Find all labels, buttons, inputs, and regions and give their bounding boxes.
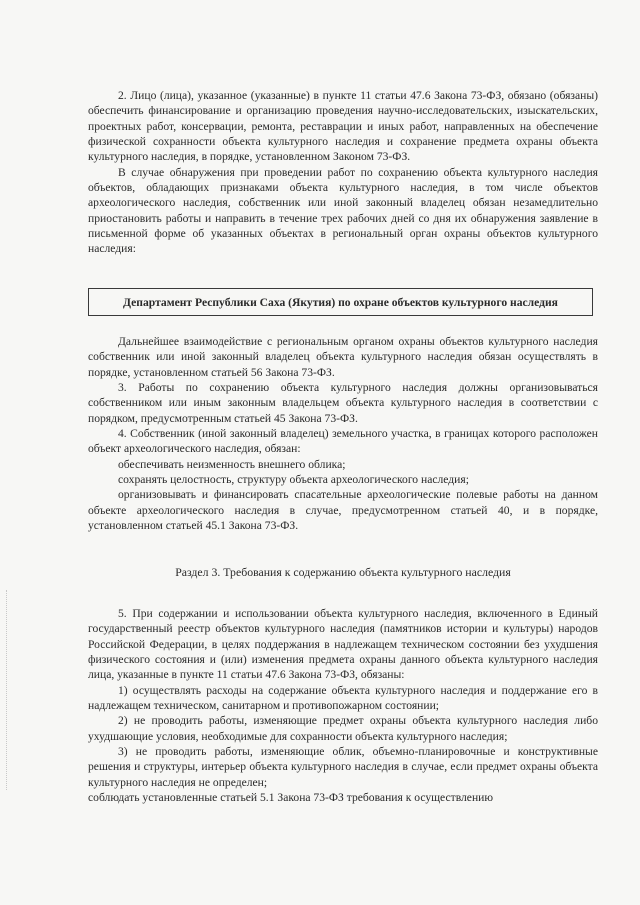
paragraph: 2. Лицо (лица), указанное (указанные) в пункте 11 статьи 47.6 Закона 73-ФЗ, обязано (обязаны) обеспечить финансирование и организацию проведения научно-исследовательских, изыскательских, проектных работ, консервации, ремонта, реставрации и иных работ, направленных на обеспечение физической сохранности объекта культурного наследия и сохранение предмета охраны объекта культурного наследия, в порядке, установленном Законом 73-ФЗ. bbox=[88, 89, 598, 164]
paragraph: Дальнейшее взаимодействие с региональным органом охраны объектов культурного наследия собственник или иной законный владелец объекта культурного наследия обязан осуществлять в порядке, установленном статьей 56 Закона 73-ФЗ. bbox=[88, 335, 598, 379]
list-item: сохранять целостность, структуру объекта археологического наследия; bbox=[118, 473, 469, 487]
paragraph-block-top bbox=[88, 88, 598, 257]
department-name-box bbox=[88, 288, 593, 316]
scan-margin-artifact bbox=[6, 590, 9, 790]
paragraph-block-bottom bbox=[88, 606, 598, 805]
list-item: 1) осуществлять расходы на содержание объекта культурного наследия и поддержание его в надлежащем техническом, санитарном и противопожарном состоянии; bbox=[88, 683, 598, 713]
paragraph: В случае обнаружения при проведении работ по сохранению объекта культурного наследия объектов, обладающих признаками объекта культурного наследия, в том числе объектов археологического наследия, собственник или иной законный владелец обязан незамедлительно приостановить работы и направить в течение трех рабочих дней со дня их обнаружения заявление в письменной форме об указанных объектах в региональный орган охраны объектов культурного наследия: bbox=[88, 165, 598, 256]
paragraph-block-middle bbox=[88, 334, 598, 533]
list-item: организовывать и финансировать спасательные археологические полевые работы на данном объекте археологического наследия в случае, предусмотренном статьей 40, и в порядке, установленном статьей 45.1 Закона 73-ФЗ. bbox=[88, 488, 598, 533]
paragraph: 4. Собственник (иной законный владелец) земельного участка, в границах которого расположен объект археологического наследия, обязан: bbox=[88, 427, 598, 456]
list-item: соблюдать установленные статьей 5.1 Закона 73-ФЗ требования к осуществлению bbox=[88, 791, 494, 805]
list-item: 3) не проводить работы, изменяющие облик, объемно-планировочные и конструктивные решения и структуры, интерьер объекта культурного наследия в случае, если предмет охраны объекта культурного наследия не определен; bbox=[88, 745, 598, 789]
department-name: Департамент Республики Саха (Якутия) по охране объектов культурного наследия bbox=[123, 295, 558, 309]
list-item: обеспечивать неизменность внешнего облика; bbox=[118, 457, 346, 471]
section-title: Раздел 3. Требования к содержанию объекта культурного наследия bbox=[175, 565, 511, 579]
paragraph: 3. Работы по сохранению объекта культурного наследия должны организовываться собственником или иным законным владельцем объекта культурного наследия в соответствии с порядком, предусмотренным статьей 45 Закона 73-ФЗ. bbox=[88, 381, 598, 425]
list-item: 2) не проводить работы, изменяющие предмет охраны объекта культурного наследия либо ухудшающие условия, необходимые для сохранности объекта культурного наследия; bbox=[88, 714, 598, 743]
paragraph: 5. При содержании и использовании объекта культурного наследия, включенного в Единый государственный реестр объектов культурного наследия (памятников истории и культуры) народов Российской Федерации, в целях поддержания в надлежащем техническом состоянии без ухудшения физического состояния и (или) изменения предмета охраны данного объекта культурного наследия лица, указанные в пункте 11 статьи 47.6 Закона 73-ФЗ, обязаны: bbox=[88, 607, 598, 682]
